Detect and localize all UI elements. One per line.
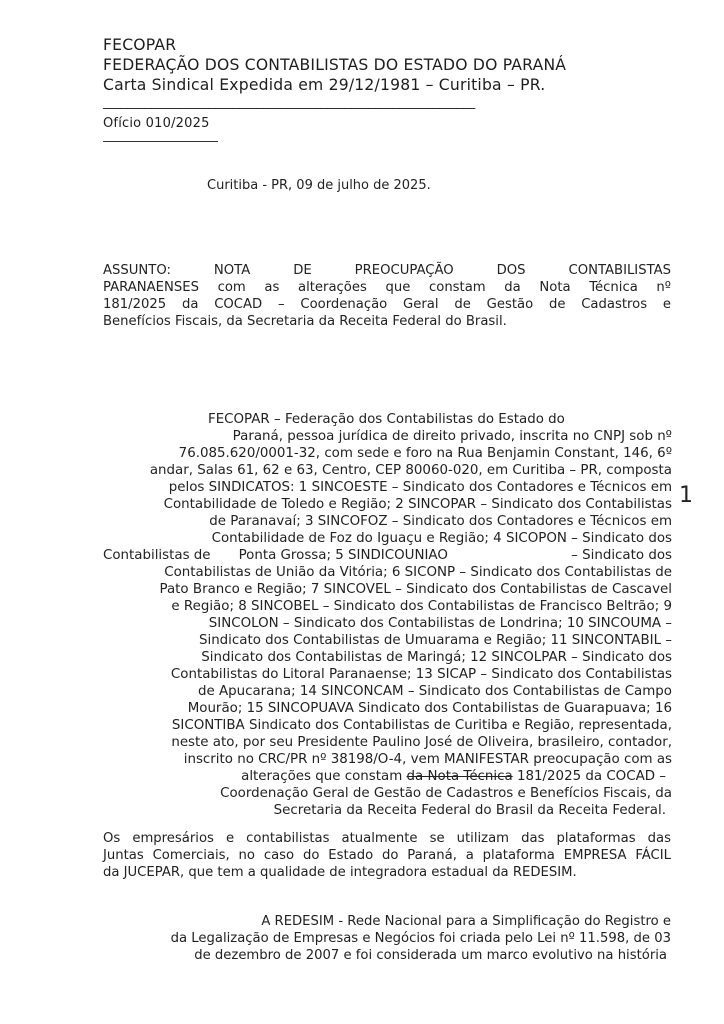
body-line: da Legalização de Empresas e Negócios foi criada pelo Lei nº 11.598, de 03 [170, 931, 671, 946]
date-line: Curitiba - PR, 09 de julho de 2025. [207, 178, 431, 193]
struck-text: da Nota Técnica [406, 769, 513, 784]
body-line: Coordenação Geral de Gestão de Cadastros e Benefícios Fiscais, da [220, 786, 672, 801]
body-line: Contabilistas de União da Vitória; 6 SICONP – Sindicato dos Contabilistas de [164, 565, 672, 580]
subject-line: 181/2025 da COCAD – Coordenação Geral de Gestão de Cadastros e [103, 297, 671, 312]
body-line: SICONTIBA Sindicato dos Contabilistas de Curitiba e Região, representada, [171, 718, 672, 733]
body-fragment: 181/2025 da COCAD – [512, 769, 666, 784]
body-line: FECOPAR – Federação dos Contabilistas do Estado do [208, 412, 565, 427]
org-short-name: FECOPAR [103, 36, 177, 54]
body-paragraph [104, 411, 672, 819]
body-line: Secretaria da Receita Federal do Brasil da Receita Federal. [273, 803, 666, 818]
body-fragment: – Sindicato dos [571, 548, 672, 563]
subject-line: ASSUNTO: NOTA DE PREOCUPAÇÃO DOS CONTABILISTAS [103, 263, 671, 278]
body-line: e Região; 8 SINCOBEL – Sindicato dos Contabilistas de Francisco Beltrão; 9 [171, 599, 672, 614]
body-line: Paraná, pessoa jurídica de direito privado, inscrita no CNPJ sob nº [232, 429, 672, 444]
org-full-name: FEDERAÇÃO DOS CONTABILISTAS DO ESTADO DO PARANÁ [103, 56, 567, 74]
oficio-underline [103, 141, 218, 142]
oficio-number: Ofício 010/2025 [103, 116, 210, 131]
body-line: A REDESIM - Rede Nacional para a Simplificação do Registro e [261, 914, 671, 929]
body-line: pelos SINDICATOS: 1 SINCOESTE – Sindicato dos Contadores e Técnicos em [168, 480, 672, 495]
subject-line: PARANAENSES com as alterações que constam da Nota Técnica nº [103, 280, 671, 295]
body-line: Pato Branco e Região; 7 SINCOVEL – Sindicato dos Contabilistas de Cascavel [159, 582, 672, 597]
body-line: inscrito no CRC/PR nº 38198/O-4, vem MANIFESTAR preocupação com as [183, 752, 672, 767]
body-line: 76.085.620/0001-32, com sede e foro na Rua Benjamin Constant, 146, 6º [178, 446, 672, 461]
body-line: Contabilidade de Foz do Iguaçu e Região; 4 SICOPON – Sindicato dos [211, 531, 672, 546]
paragraph-redesim [103, 913, 671, 964]
body-line: da JUCEPAR, que tem a qualidade de integradora estadual da REDESIM. [103, 865, 577, 880]
body-line-split [104, 547, 672, 564]
body-line: Mourão; 15 SINCOPUAVA Sindicato dos Contabilistas de Guarapuava; 16 [187, 701, 672, 716]
body-fragment: Ponta Grossa; 5 SINDICOUNIAO [238, 548, 448, 563]
body-fragment: alterações que constam [241, 769, 407, 784]
body-line: Os empresários e contabilistas atualmente se utilizam das plataformas das [103, 831, 671, 846]
body-line: Sindicato dos Contabilistas de Maringá; 12 SINCOLPAR – Sindicato dos [201, 650, 672, 665]
body-line: Contabilidade de Toledo e Região; 2 SINCOPAR – Sindicato dos Contabilistas [163, 497, 672, 512]
body-fragment: Contabilistas de [103, 548, 211, 563]
body-line: de Paranavaí; 3 SINCOFOZ – Sindicato dos Contadores e Técnicos em [209, 514, 672, 529]
subject-block [103, 262, 671, 330]
body-line: de Apucarana; 14 SINCONCAM – Sindicato dos Contabilistas de Campo [197, 684, 672, 699]
charter-line: Carta Sindical Expedida em 29/12/1981 – Curitiba – PR. [103, 76, 546, 94]
body-line: neste ato, por seu Presidente Paulino José de Oliveira, brasileiro, contador, [171, 735, 672, 750]
body-line: Contabilistas do Litoral Paranaense; 13 SICAP – Sindicato dos Contabilistas [170, 667, 672, 682]
page-number: 1 [679, 483, 693, 508]
body-line: Sindicato dos Contabilistas de Umuarama e Região; 11 SINCONTABIL – [198, 633, 672, 648]
body-line: de dezembro de 2007 e foi considerada um marco evolutivo na história [194, 948, 667, 963]
body-line: SINCOLON – Sindicato dos Contabilistas de Londrina; 10 SINCOUMA – [208, 616, 672, 631]
subject-line: Benefícios Fiscais, da Secretaria da Receita Federal do Brasil. [103, 314, 507, 329]
body-line-with-strike [104, 768, 672, 785]
body-line: andar, Salas 61, 62 e 63, Centro, CEP 80060-020, em Curitiba – PR, composta [149, 463, 672, 478]
header-separator: _______________________________________________________________ [103, 95, 475, 110]
paragraph-platforms [103, 830, 671, 881]
body-line: Juntas Comerciais, no caso do Estado do Paraná, a plataforma EMPRESA FÁCIL [103, 848, 671, 863]
